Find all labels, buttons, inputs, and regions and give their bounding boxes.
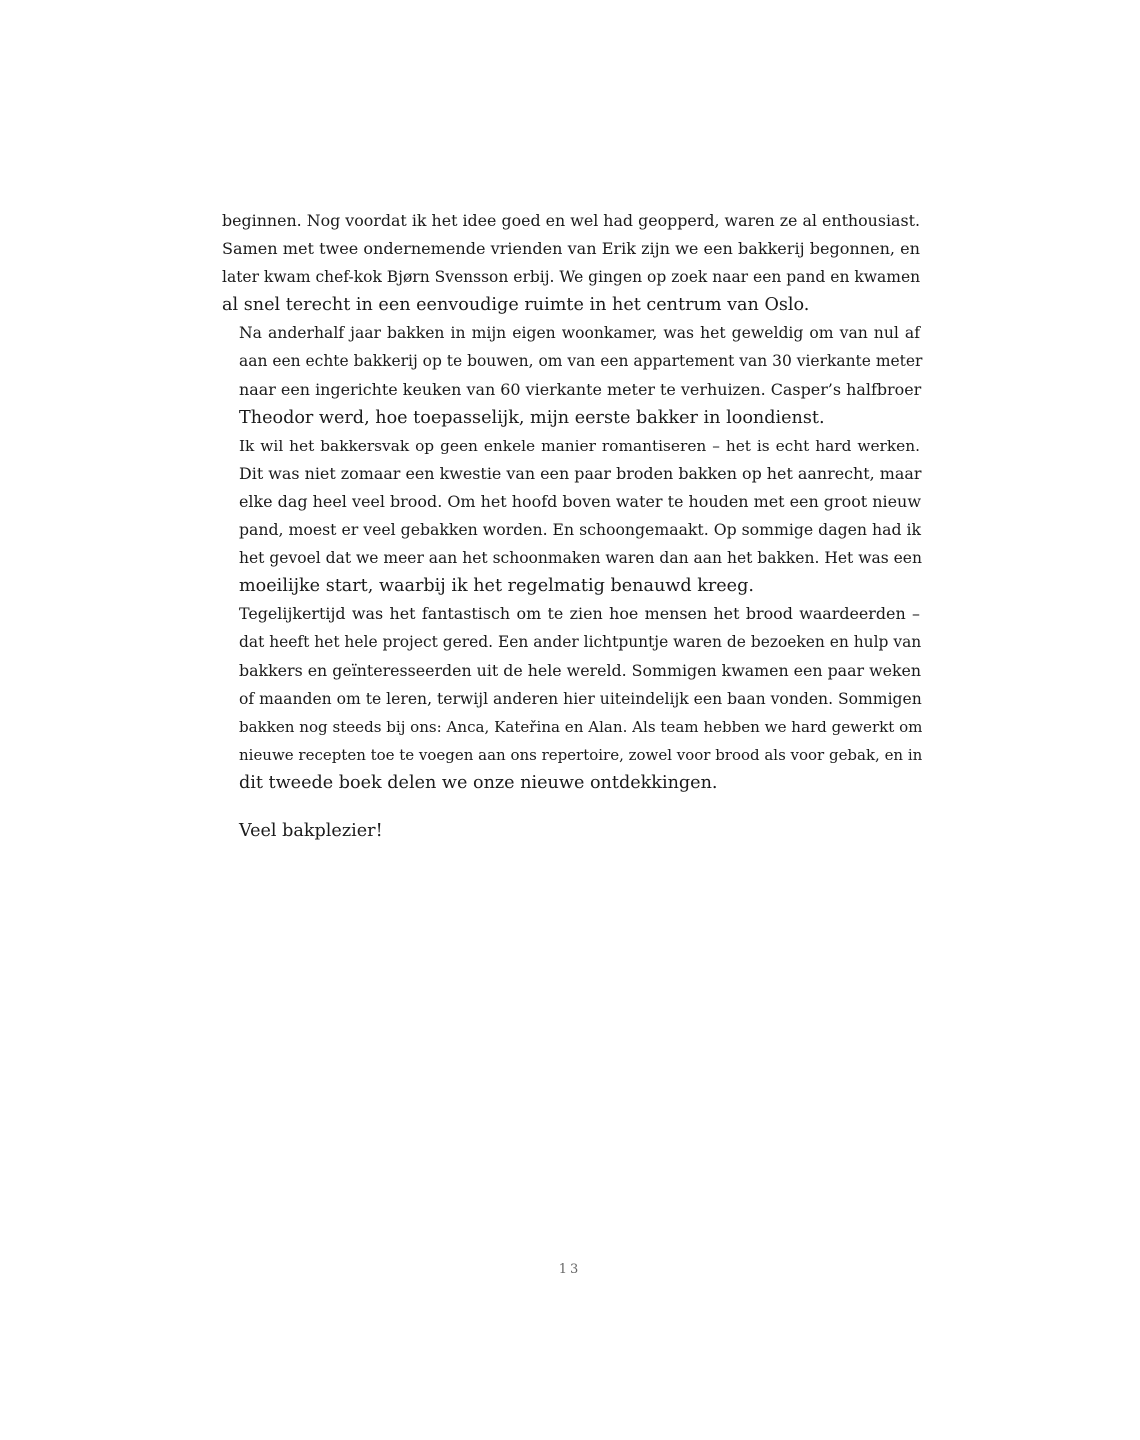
text-line: bakken nog steeds bij ons: Anca, Kateřina en Alan. Als team hebben we hard gewerkt om <box>239 717 923 736</box>
page-number: 13 <box>558 1262 582 1277</box>
text-line: dit tweede boek delen we onze nieuwe ontdekkingen. <box>239 772 718 793</box>
text-line: dat heeft het hele project gered. Een ander lichtpuntje waren de bezoeken en hulp van <box>239 633 922 652</box>
text-line: al snel terecht in een eenvoudige ruimte in het centrum van Oslo. <box>222 295 810 316</box>
text-line: Samen met twee ondernemende vrienden van Erik zijn we een bakkerij begonnen, en <box>222 239 920 259</box>
text-line: moeilijke start, waarbij ik het regelmatig benauwd kreeg. <box>239 576 754 597</box>
text-line: naar een ingerichte keuken van 60 vierkante meter te verhuizen. Casper’s halfbroer <box>239 379 922 399</box>
text-line: later kwam chef-kok Bjørn Svensson erbij. We gingen op zoek naar een pand en kwamen <box>222 268 921 287</box>
text-line: of maanden om te leren, terwijl anderen hier uiteindelijk een baan vonden. Sommigen <box>239 689 922 708</box>
text-line: Tegelijkertijd was het fantastisch om te zien hoe mensen het brood waardeerden – <box>239 604 920 624</box>
paragraph-1 <box>222 207 920 319</box>
paragraph-3 <box>222 432 920 601</box>
text-line: het gevoel dat we meer aan het schoonmaken waren dan aan het bakken. Het was een <box>239 549 922 568</box>
text-line: aan een echte bakkerij op te bouwen, om van een appartement van 30 vierkante meter <box>239 352 923 371</box>
text-line: Ik wil het bakkersvak op geen enkele manier romantiseren – het is echt hard werken. <box>239 436 920 455</box>
text-line: beginnen. Nog voordat ik het idee goed en wel had geopperd, waren ze al enthousiast. <box>222 211 920 230</box>
text-line: elke dag heel veel brood. Om het hoofd boven water te houden met een groot nieuw <box>239 491 921 511</box>
text-line: bakkers en geïnteresseerden uit de hele wereld. Sommigen kwamen een paar weken <box>239 660 922 680</box>
text-line: Theodor werd, hoe toepasselijk, mijn eerste bakker in loondienst. <box>239 407 825 428</box>
text-line: Dit was niet zomaar een kwestie van een paar broden bakken op het aanrecht, maar <box>239 463 922 483</box>
paragraph-2 <box>222 319 923 431</box>
text-line: nieuwe recepten toe te voegen aan ons repertoire, zowel voor brood als voor gebak, en in <box>239 745 923 764</box>
text-line: pand, moest er veel gebakken worden. En schoongemaakt. Op sommige dagen had ik <box>239 520 921 540</box>
text-line: Na anderhalf jaar bakken in mijn eigen woonkamer, was het geweldig om van nul af <box>239 324 920 343</box>
closing-line: Veel bakplezier! <box>239 820 383 841</box>
body-text <box>222 207 923 845</box>
paragraph-4 <box>222 600 923 797</box>
